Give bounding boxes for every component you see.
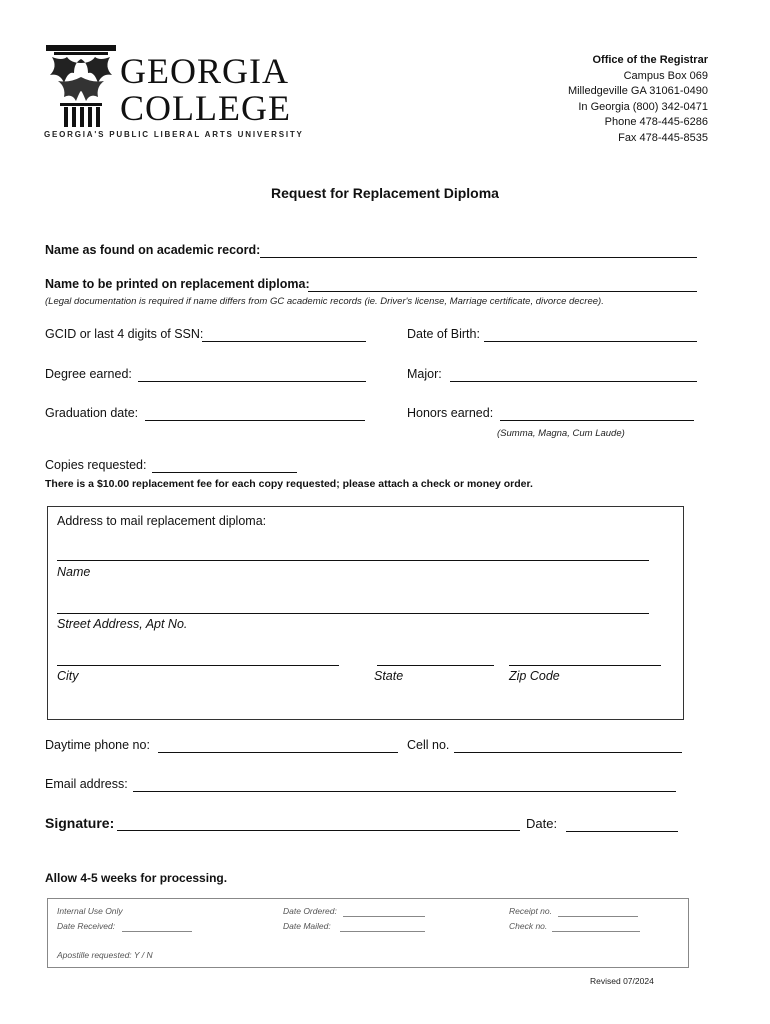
cell-label: Cell no. [407,738,450,752]
date-ordered-label: Date Ordered: [283,906,337,916]
city-field[interactable] [57,651,339,666]
receipt-no-field[interactable] [558,906,638,917]
registrar-line: In Georgia (800) 342-0471 [578,100,708,113]
name-record-field[interactable] [260,243,697,258]
major-label: Major: [407,367,442,381]
processing-note: Allow 4-5 weeks for processing. [45,871,228,885]
registrar-line: Phone 478-445-6286 [604,116,708,128]
degree-label: Degree earned: [45,367,132,381]
college-seal-icon [44,45,118,127]
signature-field[interactable] [117,818,520,831]
state-caption: State [374,669,404,683]
logo-georgia: GEORGIA [120,51,289,91]
mail-name-field[interactable] [57,546,649,561]
zip-field[interactable] [509,651,661,666]
graduation-label: Graduation date: [45,406,139,420]
name-diploma-field[interactable] [308,277,697,292]
street-caption: Street Address, Apt No. [57,617,188,631]
name-diploma-label: Name to be printed on replacement diploma: [45,277,310,291]
zip-caption: Zip Code [509,669,560,683]
form-title: Request for Replacement Diploma [271,185,499,201]
email-label: Email address: [45,777,128,791]
date-ordered-field[interactable] [343,906,425,917]
honors-field[interactable] [500,406,694,421]
registrar-line: Fax 478-445-8535 [618,131,708,144]
check-no-label: Check no. [509,921,548,931]
copies-label: Copies requested: [45,458,147,472]
signature-label: Signature: [45,815,115,831]
daytime-phone-field[interactable] [158,738,398,753]
fee-note: There is a $10.00 replacement fee for each copy requested; please attach a check or money order. [45,478,533,490]
registrar-line: Campus Box 069 [623,69,708,82]
dob-field[interactable] [484,327,697,342]
copies-field[interactable] [152,458,297,473]
gcid-field[interactable] [202,327,366,342]
signature-date-field[interactable] [566,817,678,832]
revised-date: Revised 07/2024 [590,976,654,986]
name-record-label: Name as found on academic record: [45,243,261,257]
date-mailed-field[interactable] [340,921,425,932]
signature-date-label: Date: [526,816,558,831]
registrar-title: Office of the Registrar [592,54,708,66]
logo-tagline: GEORGIA'S PUBLIC LIBERAL ARTS UNIVERSITY [44,130,304,139]
registrar-line: Milledgeville GA 31061-0490 [567,85,708,97]
apostille-label: Apostille requested: Y / N [57,950,153,960]
state-field[interactable] [377,651,494,666]
date-received-field[interactable] [122,921,192,932]
gcid-label: GCID or last 4 digits of SSN: [45,327,204,341]
mail-name-caption: Name [57,565,91,579]
check-no-field[interactable] [552,921,640,932]
date-mailed-label: Date Mailed: [283,921,331,931]
degree-field[interactable] [138,367,366,382]
address-heading: Address to mail replacement diploma: [57,514,267,528]
honors-label: Honors earned: [407,406,494,420]
receipt-no-label: Receipt no. [509,906,552,916]
cell-field[interactable] [454,738,682,753]
honors-note: (Summa, Magna, Cum Laude) [497,428,625,439]
major-field[interactable] [450,367,697,382]
graduation-field[interactable] [145,406,365,421]
street-field[interactable] [57,599,649,614]
email-field[interactable] [133,777,676,792]
registrar-contact [568,53,708,146]
date-received-label: Date Received: [57,921,116,931]
daytime-phone-label: Daytime phone no: [45,738,150,752]
logo-college: COLLEGE [120,88,291,128]
city-caption: City [57,669,79,683]
dob-label: Date of Birth: [407,327,480,341]
legal-note: (Legal documentation is required if name differs from GC academic records (ie. Driver's license, Marriage certificate, divorce decree). [45,296,604,307]
internal-use-label: Internal Use Only [57,906,123,916]
